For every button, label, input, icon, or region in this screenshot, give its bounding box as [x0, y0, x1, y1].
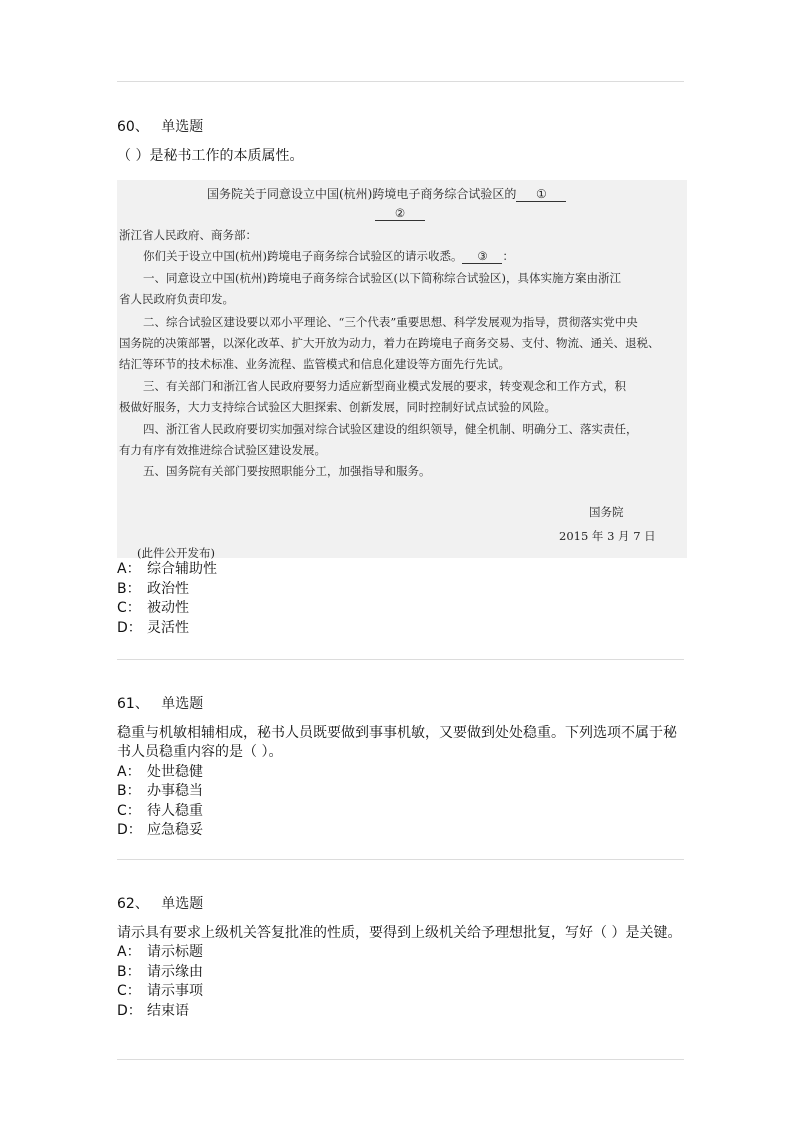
- doc-p2-line3: 结汇等环节的技术标准、业务流程、监管模式和信息化建设等方面先行先试。: [119, 357, 510, 371]
- doc-date: 2015 年 3 月 7 日: [559, 529, 656, 543]
- doc-p5: 五、国务院有关部门要按照职能分工，加强指导和服务。: [143, 464, 431, 478]
- option-c[interactable]: C： 待人稳重: [117, 802, 203, 819]
- question-type: 单选题: [161, 119, 204, 135]
- doc-note: (此件公开发布): [137, 546, 215, 560]
- divider: [117, 659, 684, 660]
- option-b[interactable]: B： 办事稳当: [117, 783, 203, 799]
- option-c[interactable]: C： 被动性: [117, 600, 189, 616]
- question-62: [117, 895, 687, 1021]
- doc-p1-line2: 省人民政府负责印发。: [119, 292, 234, 306]
- divider-top: [117, 81, 684, 82]
- doc-p2-line1: 二、综合试验区建设要以邓小平理论、“三个代表”重要思想、科学发展观为指导，贯彻落实党中央: [143, 315, 638, 329]
- doc-addressee: 浙江省人民政府、商务部：: [119, 228, 257, 242]
- divider: [117, 859, 684, 860]
- question-stem: 稳重与机敏相辅相成，秘书人员既要做到事事机敏，又要做到处处稳重。下列选项不属于秘书人员稳重内容的是（ ）。: [117, 724, 677, 760]
- question-header: [117, 118, 687, 138]
- question-type: 单选题: [161, 896, 204, 912]
- option-d[interactable]: D： 灵活性: [117, 619, 189, 636]
- question-stem: 请示具有要求上级机关答复批准的性质，要得到上级机关给予理想批复，写好（ ）是关键。: [117, 924, 682, 941]
- option-d[interactable]: D： 结束语: [117, 1002, 189, 1019]
- question-stem: （ ）是秘书工作的本质属性。: [117, 147, 304, 164]
- doc-intro: 你们关于设立中国(杭州)跨境电子商务综合试验区的请示收悉。 ③ ：: [143, 249, 514, 263]
- doc-p3-line1: 三、有关部门和浙江省人民政府要努力适应新型商业模式发展的要求，转变观念和工作方式，积: [143, 379, 626, 393]
- option-c[interactable]: C： 请示事项: [117, 983, 203, 999]
- question-type: 单选题: [161, 696, 204, 712]
- doc-p4-line2: 有力有序有效推进综合试验区建设发展。: [119, 443, 326, 457]
- option-b[interactable]: B： 请示缘由: [117, 963, 203, 980]
- divider-bottom: [117, 1059, 684, 1060]
- option-b[interactable]: B： 政治性: [117, 580, 189, 597]
- doc-p4-line1: 四、浙江省人民政府要切实加强对综合试验区建设的组织领导，健全机制、明确分工、落实责任，: [143, 422, 638, 436]
- question-61: [117, 695, 687, 841]
- question-60-options: [117, 560, 687, 638]
- doc-title-blank2: ②: [375, 206, 425, 221]
- option-a[interactable]: A： 请示标题: [117, 944, 203, 960]
- doc-title: 国务院关于同意设立中国(杭州)跨境电子商务综合试验区的 ①: [207, 185, 566, 202]
- question-number: 62、: [117, 896, 149, 912]
- document-image: [117, 180, 687, 558]
- question-number: 60、: [117, 119, 149, 135]
- question-header: [117, 895, 687, 915]
- doc-p2-line2: 国务院的决策部署，以深化改革、扩大开放为动力，着力在跨境电子商务交易、支付、物流、通关、退税、: [119, 336, 660, 350]
- doc-p1-line1: 一、同意设立中国(杭州)跨境电子商务综合试验区(以下简称综合试验区)，具体实施方案由浙江: [143, 271, 621, 285]
- option-a[interactable]: A： 综合辅助性: [117, 561, 217, 577]
- option-d[interactable]: D： 应急稳妥: [117, 822, 203, 838]
- question-header: [117, 695, 687, 715]
- doc-signature: 国务院: [589, 505, 624, 519]
- question-number: 61、: [117, 696, 149, 712]
- doc-p3-line2: 极做好服务，大力支持综合试验区大胆探索、创新发展，同时控制好试点试验的风险。: [119, 400, 556, 414]
- option-a[interactable]: A： 处世稳健: [117, 763, 203, 780]
- question-60: [117, 118, 687, 166]
